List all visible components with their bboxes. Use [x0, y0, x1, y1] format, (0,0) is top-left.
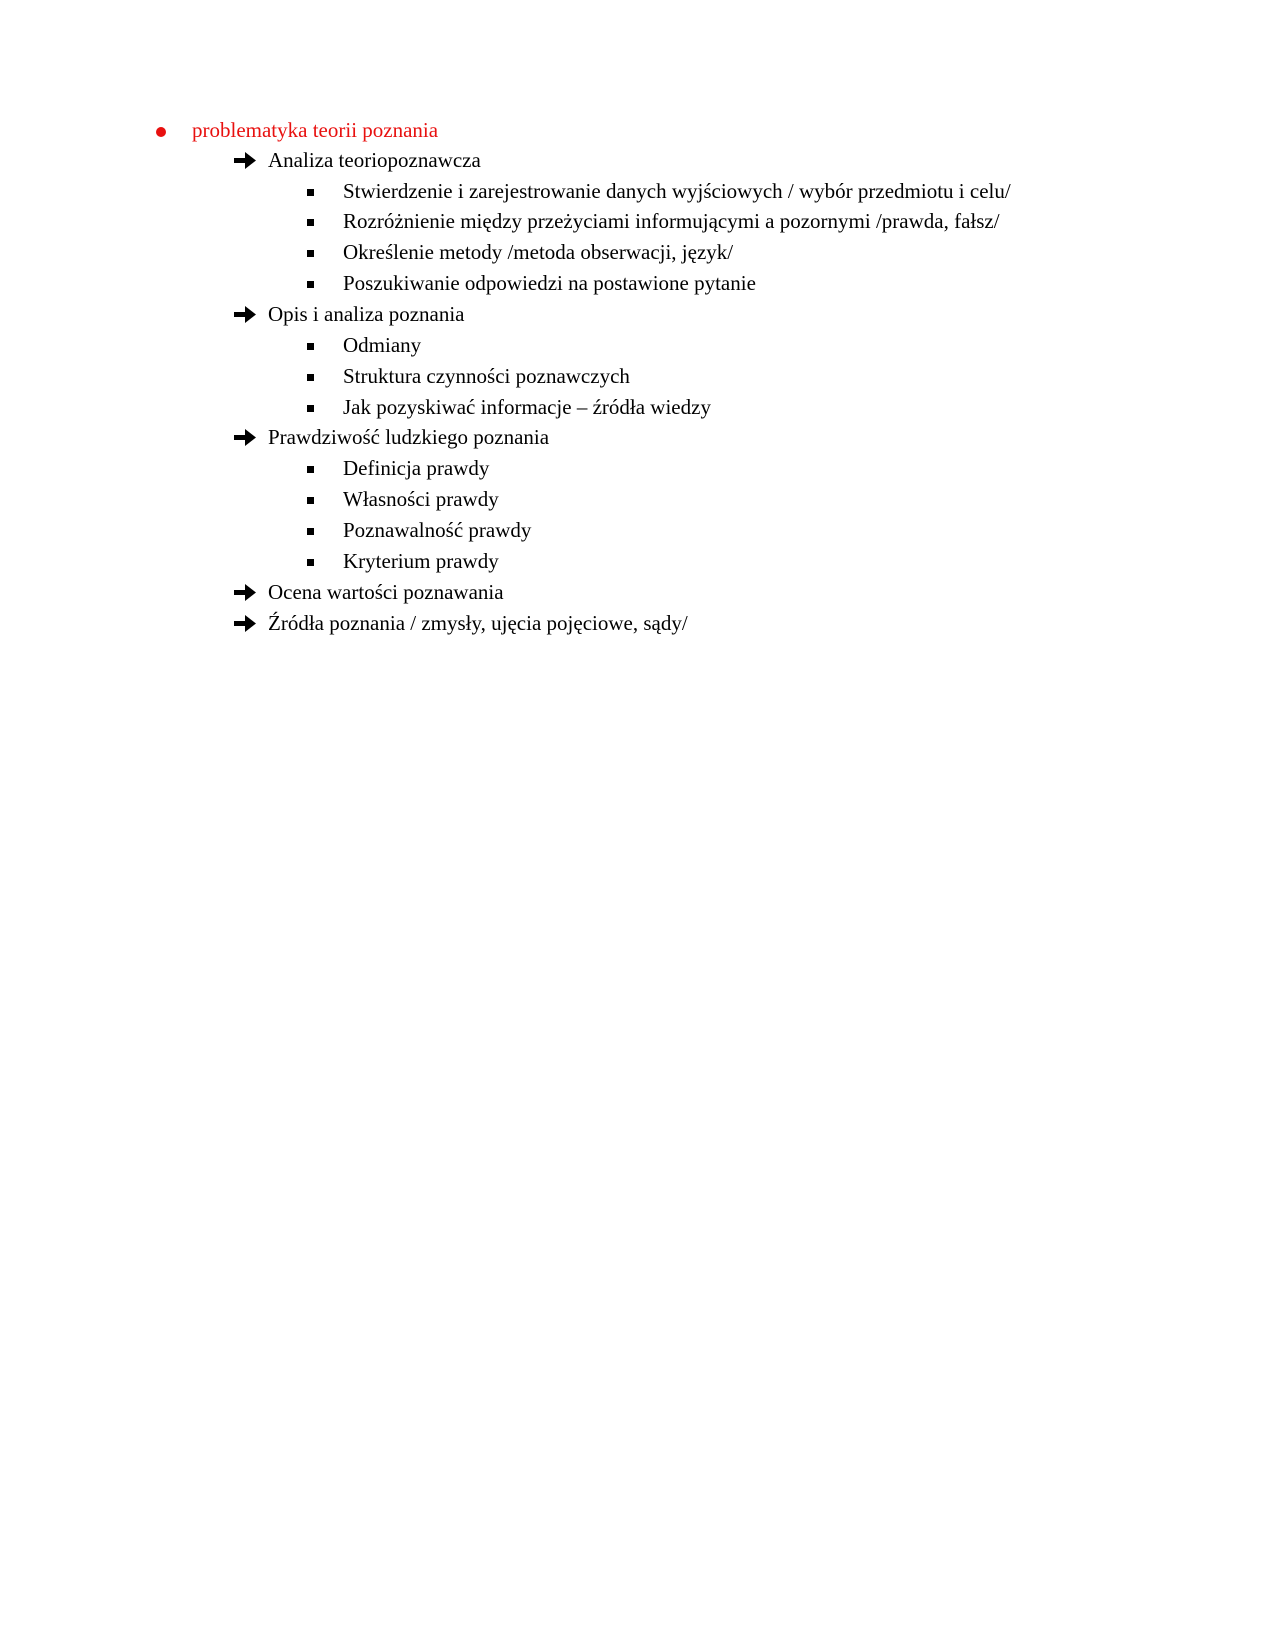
- right-arrow-icon: [232, 577, 258, 608]
- list-item-text: Określenie metody /metoda obserwacji, język/: [343, 240, 734, 264]
- square-bullet-icon: [307, 374, 314, 381]
- square-bullet-icon: [307, 250, 314, 257]
- square-bullet-icon: [307, 343, 314, 350]
- list-item-text: Jak pozyskiwać informacje – źródła wiedzy: [343, 395, 711, 419]
- square-bullet-icon: [307, 559, 314, 566]
- section-heading-text: Prawdziwość ludzkiego poznania: [268, 425, 550, 449]
- square-bullet-icon: [307, 189, 314, 196]
- section-heading-text: Źródła poznania / zmysły, ujęcia pojęciowe, sądy/: [268, 611, 688, 635]
- square-bullet-icon: [307, 528, 314, 535]
- right-arrow-icon: [232, 422, 258, 453]
- list-item-text: Rozróżnienie między przeżyciami informującymi a pozornymi /prawda, fałsz/: [343, 209, 1000, 233]
- list-item-text: Własności prawdy: [343, 487, 499, 511]
- list-item-text: Poznawalność prawdy: [343, 518, 532, 542]
- section-heading-text: Ocena wartości poznawania: [268, 580, 504, 604]
- right-arrow-icon: [232, 299, 258, 330]
- right-arrow-icon: [232, 145, 258, 176]
- square-bullet-icon: [307, 466, 314, 473]
- list-item-text: Struktura czynności poznawczych: [343, 364, 630, 388]
- heading-text: problematyka teorii poznania: [192, 118, 439, 142]
- square-bullet-icon: [307, 497, 314, 504]
- section-heading-text: Opis i analiza poznania: [268, 302, 465, 326]
- list-item-text: Odmiany: [343, 333, 422, 357]
- list-item-text: Stwierdzenie i zarejestrowanie danych wyjściowych / wybór przedmiotu i celu/: [343, 179, 1011, 203]
- right-arrow-icon: [232, 608, 258, 639]
- square-bullet-icon: [307, 219, 314, 226]
- square-bullet-icon: [307, 405, 314, 412]
- list-item-text: Poszukiwanie odpowiedzi na postawione pytanie: [343, 271, 756, 295]
- red-dot-icon: [156, 127, 166, 137]
- list-item-text: Definicja prawdy: [343, 456, 490, 480]
- list-item-text: Kryterium prawdy: [343, 549, 499, 573]
- square-bullet-icon: [307, 281, 314, 288]
- section-heading-text: Analiza teoriopoznawcza: [268, 148, 481, 172]
